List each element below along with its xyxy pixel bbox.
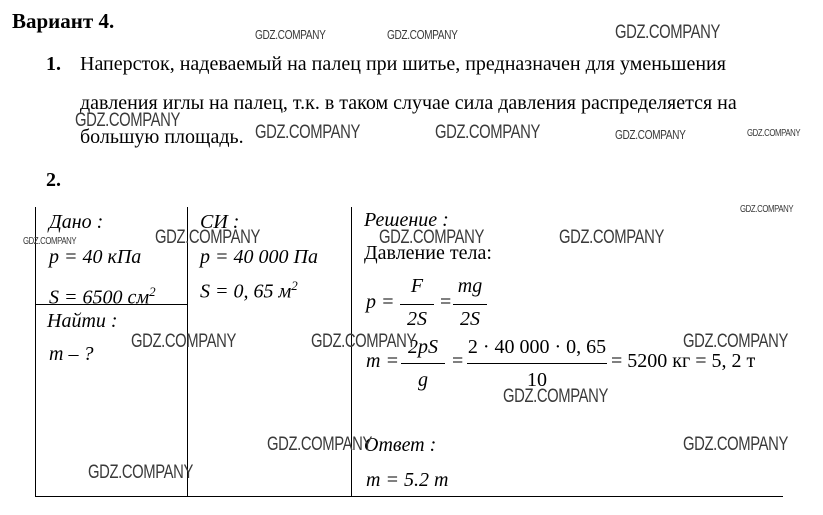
given-S-exponent: 2 (149, 284, 156, 299)
watermark: GDZ.COMPANY (615, 127, 686, 142)
eq2-f1-denominator: g (418, 369, 428, 391)
answer-value: m = 5.2 т (366, 469, 449, 491)
solution-label: Давление тела: (364, 242, 492, 264)
watermark: GDZ.COMPANY (683, 331, 788, 352)
answer-header: Ответ : (364, 434, 437, 456)
eq2-lhs: m = (366, 350, 399, 372)
si-header: СИ : (200, 211, 240, 233)
eq2-f2-denominator: 10 (527, 369, 547, 391)
given-S: S = 6500 $см^2$ (49, 284, 156, 309)
eq1-f2-denominator: 2S (460, 308, 480, 330)
task1-line1: Наперсток, надеваемый на палец при шитье, предназначен для уменьшения (80, 53, 726, 75)
watermark: GDZ.COMPANY (615, 22, 720, 43)
si-p: p = 40 000 Па (200, 246, 318, 268)
task1-line3: большую площадь. (80, 126, 244, 148)
si-S-exponent: 2 (291, 278, 298, 293)
table-border-left (35, 207, 36, 497)
watermark: GDZ.COMPANY (75, 110, 180, 131)
watermark: GDZ.COMPANY (131, 331, 236, 352)
eq1-f1-denominator: 2S (407, 308, 427, 330)
watermark: GDZ.COMPANY (435, 122, 540, 143)
eq1-f2-numerator: mg (457, 275, 483, 297)
watermark: GDZ.COMPANY (503, 386, 608, 407)
eq2-result: = 5200 кг = 5, 2 т (611, 350, 756, 372)
find-m: m – ? (49, 343, 94, 365)
variant-title: Вариант 4. (12, 9, 115, 33)
eq1-lhs: p = (366, 291, 395, 313)
given-header: Дано : (49, 211, 104, 233)
eq1-fraction-2 (450, 275, 490, 333)
task2-number: 2. (46, 169, 61, 191)
task1-line2: давления иглы на палец, т.к. в таком случае сила давления распределяется на (80, 92, 737, 114)
watermark: GDZ.COMPANY (155, 227, 260, 248)
watermark: GDZ.COMPANY (267, 434, 372, 455)
watermark: GDZ.COMPANY (379, 227, 484, 248)
eq2-f1-numerator: 2pS (408, 336, 438, 358)
watermark: GDZ.COMPANY (88, 462, 193, 483)
eq1-fraction-1 (397, 275, 437, 333)
watermark: GDZ.COMPANY (747, 128, 801, 139)
watermark: GDZ.COMPANY (255, 122, 360, 143)
fraction-bar (400, 304, 434, 305)
solution-header: Решение : (364, 209, 449, 231)
watermark: GDZ.COMPANY (23, 236, 77, 247)
watermark: GDZ.COMPANY (559, 227, 664, 248)
watermark: GDZ.COMPANY (311, 331, 416, 352)
fraction-bar (401, 363, 445, 364)
si-S: S = 0, 65 $м^2$ (200, 278, 298, 303)
eq2-f2-numerator: 2 · 40 000 · 0, 65 (467, 336, 607, 358)
eq1-f1-numerator: F (410, 275, 424, 297)
watermark: GDZ.COMPANY (255, 27, 326, 42)
task1-number: 1. (46, 53, 61, 75)
watermark: GDZ.COMPANY (740, 204, 794, 215)
fraction-bar (453, 304, 487, 305)
fraction-bar (467, 363, 607, 364)
watermark: GDZ.COMPANY (387, 27, 458, 42)
table-border-bottom (35, 496, 783, 497)
eq1-equals: = (440, 291, 452, 313)
given-p: p = 40 кПа (49, 246, 142, 268)
watermark: GDZ.COMPANY (683, 434, 788, 455)
eq2-equals: = (452, 350, 464, 372)
find-header: Найти : (47, 310, 118, 332)
